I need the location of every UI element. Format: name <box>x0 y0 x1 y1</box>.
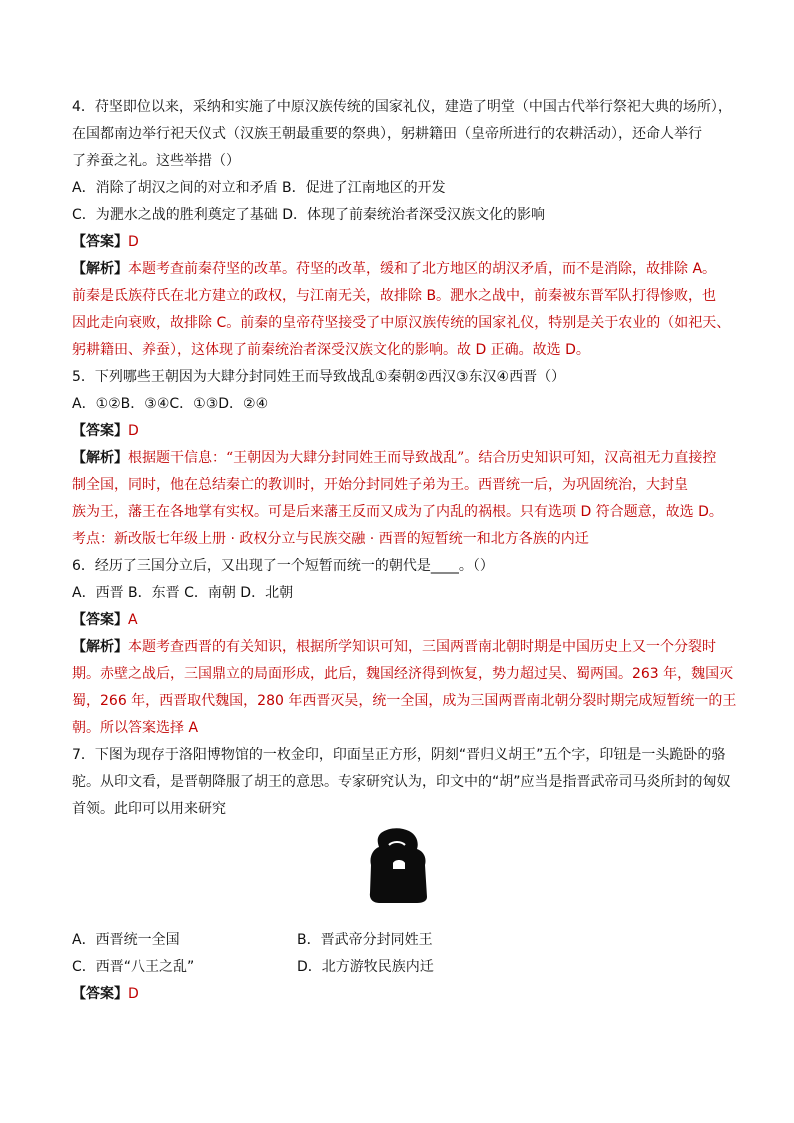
question-4-options: C．为淝水之战的胜利奠定了基础 D．体现了前秦统治者深受汉族文化的影响 <box>72 207 546 223</box>
question-7-text: 驼。从印文看，是晋朝降服了胡王的意思。专家研究认为，印文中的“胡”应当是指晋武帝司马炎所封的匈奴 <box>72 774 731 790</box>
question-7-text: 7．下图为现存于洛阳博物馆的一枚金印，印面呈正方形，阴刻“晋归义胡王”五个字，印钮是一头跪卧的骆 <box>72 747 726 763</box>
option-a: A．西晋统一全国 <box>72 932 180 948</box>
answer-bracket: 【答案】 <box>72 423 128 439</box>
option-d: D．北方游牧民族内迁 <box>297 959 434 975</box>
answer-value: D <box>128 234 139 250</box>
question-7-options-row <box>72 927 738 954</box>
answer-value: D <box>128 986 139 1002</box>
gold-seal-image <box>367 827 433 905</box>
question-7-answer <box>72 981 738 1008</box>
question-5-analysis <box>72 445 738 472</box>
analysis-bracket: 【解析】 <box>72 261 128 277</box>
option-c: C．西晋“八王之乱” <box>72 959 195 975</box>
option-b: B．晋武帝分封同姓王 <box>297 932 433 948</box>
question-4-text: 在国都南边举行祀天仪式（汉族王朝最重要的祭典），躬耕籍田（皇帝所进行的农耕活动），还命人举行 <box>72 126 702 142</box>
analysis-text: 本题考查西晋的有关知识，根据所学知识可知，三国两晋南北朝时期是中国历史上又一个分裂时 <box>128 639 716 655</box>
question-5-text: 5．下列哪些王朝因为大肆分封同姓王而导致战乱①秦朝②西汉③东汉④西晋（） <box>72 369 566 385</box>
question-6-analysis: 期。赤壁之战后，三国鼎立的局面形成，此后，魏国经济得到恢复，势力超过吴、蜀两国。263 年，魏国灭 <box>72 666 734 682</box>
question-5-kaodian: 考点：新改版七年级上册 · 政权分立与民族交融 · 西晋的短暂统一和北方各族的内迁 <box>72 531 589 547</box>
question-5-analysis: 族为王，藩王在各地掌有实权。可是后来藩王反而又成为了内乱的祸根。只有选项 D 符合题意，故选 D。 <box>72 504 723 520</box>
question-4-text: 了养蚕之礼。这些举措（） <box>72 153 240 169</box>
analysis-text: 根据题干信息： <box>128 450 226 466</box>
analysis-text: 。结合历史知识可知，汉高祖无力直接控 <box>464 450 717 466</box>
question-4-analysis: 躬耕籍田、养蚕），这体现了前秦统治者深受汉族文化的影响。故 D 正确。故选 D。 <box>72 342 590 358</box>
answer-bracket: 【答案】 <box>72 612 128 628</box>
analysis-bracket: 【解析】 <box>72 450 128 466</box>
question-6-options: A．西晋 B．东晋 C．南朝 D．北朝 <box>72 585 294 601</box>
answer-value: A <box>128 612 138 628</box>
question-7-text: 首领。此印可以用来研究 <box>72 801 226 817</box>
answer-value: D <box>128 423 139 439</box>
question-5-answer <box>72 418 738 445</box>
question-6-analysis: 蜀，266 年，西晋取代魏国，280 年西晋灭吴，统一全国，成为三国两晋南北朝分裂时期完成短暂统一的王 <box>72 693 737 709</box>
question-6-analysis: 朝。所以答案选择 A <box>72 720 199 736</box>
analysis-text: 本题考查前秦苻坚的改革。苻坚的改革，缓和了北方地区的胡汉矛盾，而不是消除，故排除 A。 <box>128 261 717 277</box>
answer-bracket: 【答案】 <box>72 234 128 250</box>
question-6-analysis <box>72 634 738 661</box>
question-4-text: 4．苻坚即位以来，采纳和实施了中原汉族传统的国家礼仪，建造了明堂（中国古代举行祭祀大典的场所）， <box>72 99 732 115</box>
question-6-text: 6．经历了三国分立后，又出现了一个短暂而统一的朝代是____。（） <box>72 558 494 574</box>
question-4-answer <box>72 229 738 256</box>
question-6-answer <box>72 607 738 634</box>
question-4-options: A．消除了胡汉之间的对立和矛盾 B．促进了江南地区的开发 <box>72 180 446 196</box>
document-page <box>72 94 738 1008</box>
seal-figure <box>72 823 738 927</box>
question-4-analysis <box>72 256 738 283</box>
question-4-analysis: 因此走向衰败，故排除 C。前秦的皇帝苻坚接受了中原汉族传统的国家礼仪，特别是关于农业的（如祀天、 <box>72 315 731 331</box>
question-7-options-row <box>72 954 738 981</box>
question-4-analysis: 前秦是氐族苻氏在北方建立的政权，与江南无关，故排除 B。淝水之战中，前秦被东晋军队打得惨败，也 <box>72 288 717 304</box>
analysis-quote: “王朝因为大肆分封同姓王而导致战乱” <box>226 450 465 466</box>
answer-bracket: 【答案】 <box>72 986 128 1002</box>
analysis-bracket: 【解析】 <box>72 639 128 655</box>
question-5-options: A．①②B．③④C．①③D．②④ <box>72 396 269 412</box>
question-5-analysis: 制全国，同时，他在总结秦亡的教训时，开始分封同姓子弟为王。西晋统一后，为巩固统治，大封皇 <box>72 477 688 493</box>
